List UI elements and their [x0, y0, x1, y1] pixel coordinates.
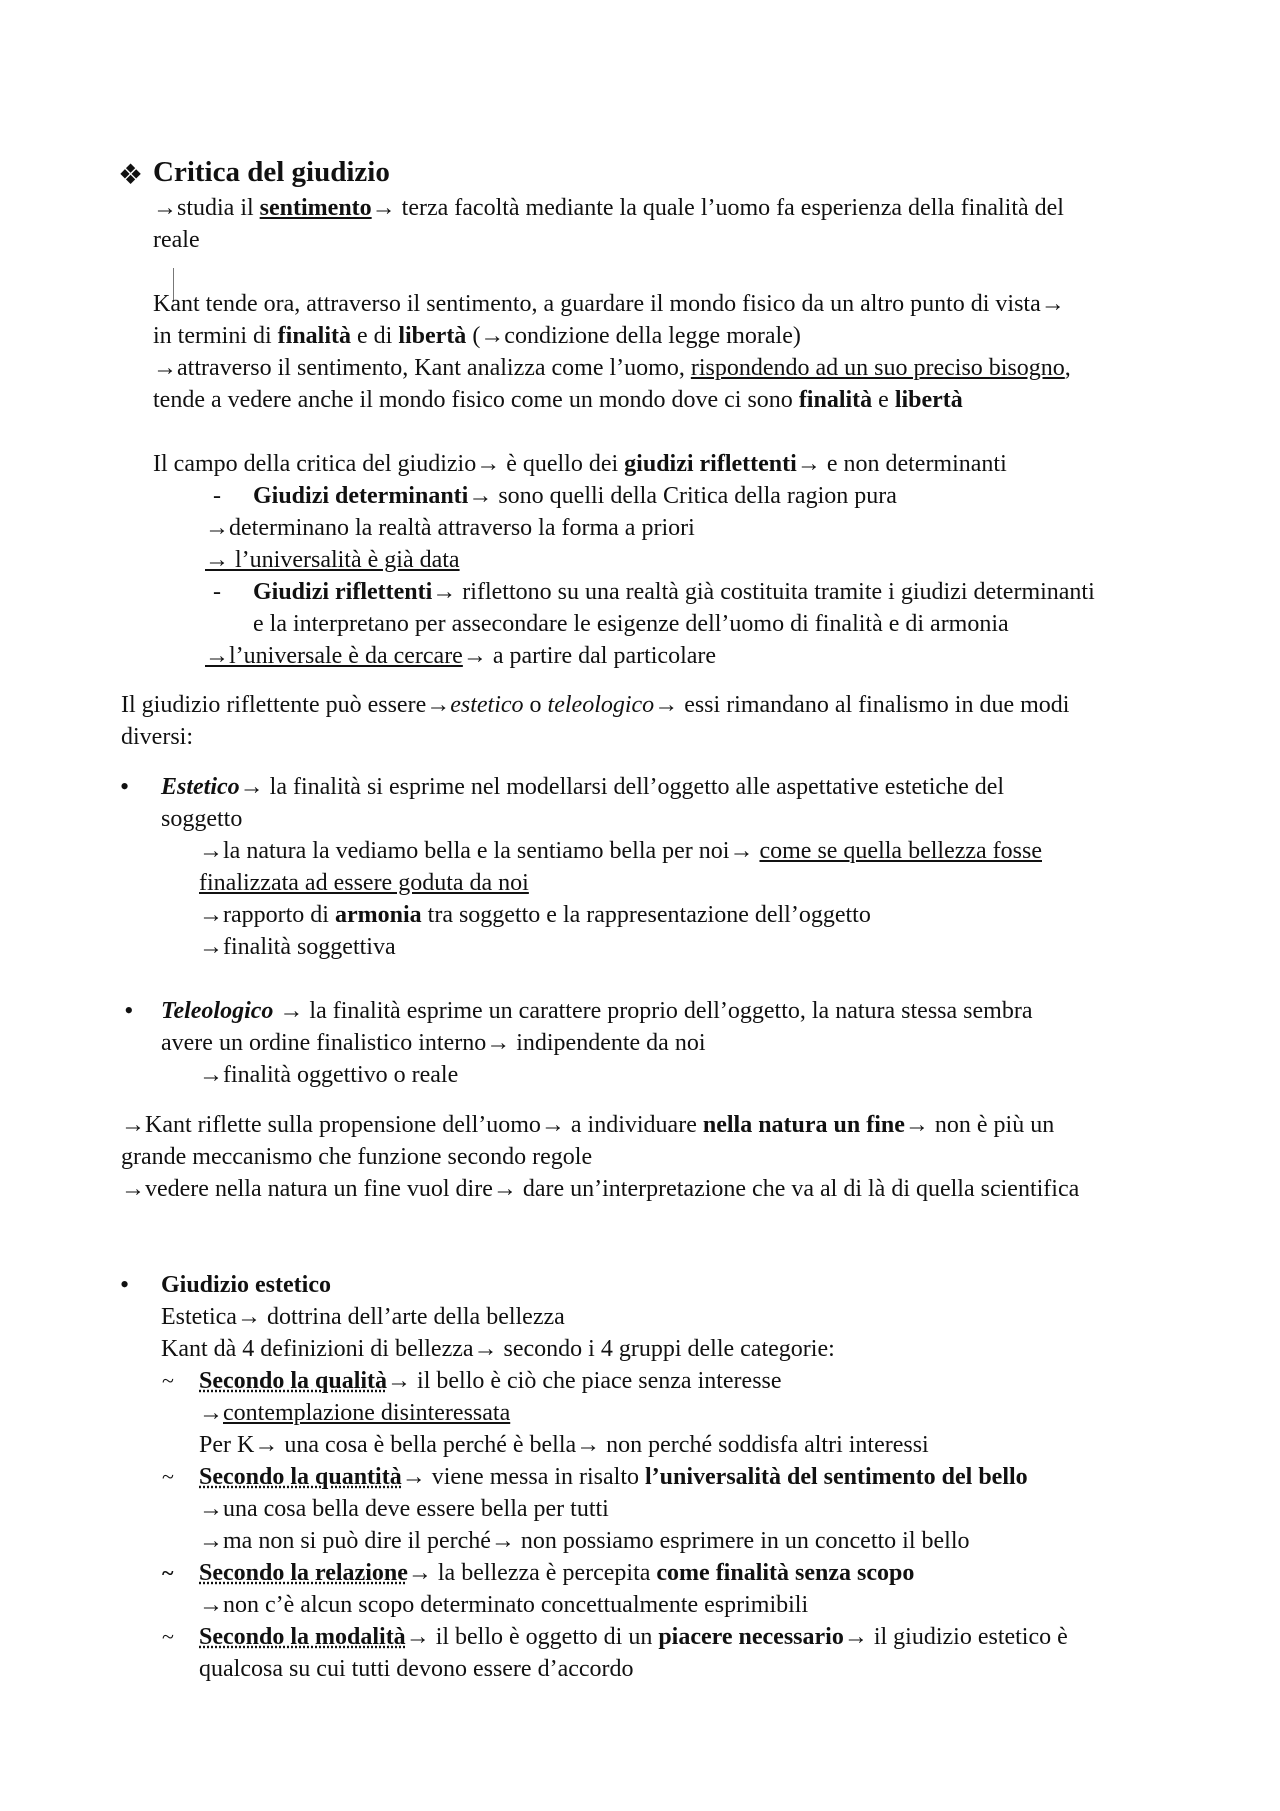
arrow-icon: →: [371, 195, 396, 221]
relazione-line-2: →non c’è alcun scopo determinato concettualmente esprimibili: [199, 1592, 809, 1618]
riflettenti-line-2: e la interpretano per assecondare le esigenze dell’uomo di finalità e di armonia: [253, 611, 1009, 637]
para1-line-2: in termini di finalità e di libertà (→condizione della legge morale): [153, 323, 801, 349]
para4-line-1: →Kant riflette sulla propensione dell’uomo→ a individuare nella natura un fine→ non è più un: [121, 1112, 1055, 1138]
teleologico-line-3: →finalità oggettivo o reale: [199, 1062, 459, 1088]
riflettenti-line-1: Giudizi riflettenti→ riflettono su una realtà già costituita tramite i giudizi determinanti: [253, 579, 1095, 605]
dash-bullet: -: [213, 483, 221, 509]
keyword-sentimento: sentimento: [259, 195, 372, 221]
estetico-line-4: finalizzata ad essere goduta da noi: [199, 870, 529, 896]
giudizio-estetico-title: Giudizio estetico: [161, 1272, 331, 1298]
para3-line-1: Il giudizio riflettente può essere→estetico o teleologico→ essi rimandano al finalismo in due modi: [121, 692, 1070, 718]
bullet-dot: •: [120, 1270, 130, 1299]
modalita-line-1: Secondo la modalità→ il bello è oggetto di un piacere necessario→ il giudizio estetico è: [199, 1624, 1068, 1650]
giudizio-estetico-line-2: Kant dà 4 definizioni di bellezza→ secondo i 4 gruppi delle categorie:: [161, 1336, 835, 1362]
quantita-line-1: Secondo la quantità→ viene messa in risalto l’universalità del sentimento del bello: [199, 1464, 1028, 1490]
estetico-line-2: soggetto: [161, 806, 243, 832]
arrow-icon: →: [153, 195, 177, 221]
estetico-line-6: →finalità soggettiva: [199, 934, 396, 960]
qualita-line-2: →contemplazione disinteressata: [199, 1400, 511, 1426]
para4-line-3: →vedere nella natura un fine vuol dire→ dare un’interpretazione che va al di là di quella scientifica: [121, 1176, 1080, 1202]
bullet-dot: •: [120, 772, 130, 801]
quantita-line-3: →ma non si può dire il perché→ non possiamo esprimere in un concetto il bello: [199, 1528, 970, 1554]
tilde-bullet: ~: [162, 1560, 174, 1585]
teleologico-line-1: Teleologico → la finalità esprime un carattere proprio dell’oggetto, la natura stessa sembra: [161, 998, 1033, 1024]
teleologico-line-2: avere un ordine finalistico interno→ indipendente da noi: [161, 1030, 706, 1056]
para1-line-3: →attraverso il sentimento, Kant analizza come l’uomo, rispondendo ad un suo preciso bisogno,: [153, 355, 1071, 381]
diamond-bullet-icon: ❖: [118, 160, 144, 191]
modalita-line-2: qualcosa su cui tutti devono essere d’accordo: [199, 1656, 634, 1682]
riflettenti-line-3: →l’universale è da cercare→ a partire dal particolare: [205, 643, 717, 669]
determinanti-line-2: →determinano la realtà attraverso la forma a priori: [205, 515, 695, 541]
para1-line-1: Kant tende ora, attraverso il sentimento, a guardare il mondo fisico da un altro punto di vista→: [153, 291, 1065, 317]
quantita-line-2: →una cosa bella deve essere bella per tutti: [199, 1496, 609, 1522]
giudizio-estetico-line-1: Estetica→ dottrina dell’arte della bellezza: [161, 1304, 565, 1330]
dash-bullet: -: [213, 579, 221, 605]
relazione-line-1: Secondo la relazione→ la bellezza è percepita come finalità senza scopo: [199, 1560, 915, 1586]
bullet-dot: •: [124, 996, 134, 1025]
intro-line-1: →studia il sentimento→ terza facoltà mediante la quale l’uomo fa esperienza della finalità del: [153, 195, 1064, 221]
estetico-line-5: →rapporto di armonia tra soggetto e la rappresentazione dell’oggetto: [199, 902, 871, 928]
para2-line-1: Il campo della critica del giudizio→ è quello dei giudizi riflettenti→ e non determinanti: [153, 451, 1007, 477]
para3-line-2: diversi:: [121, 724, 193, 750]
qualita-line-3: Per K→ una cosa è bella perché è bella→ non perché soddisfa altri interessi: [199, 1432, 929, 1458]
tilde-bullet: ~: [162, 1368, 174, 1393]
section-title: Critica del giudizio: [153, 156, 390, 188]
determinanti-line-3: → l’universalità è già data: [205, 547, 460, 573]
tilde-bullet: ~: [162, 1464, 174, 1489]
para4-line-2: grande meccanismo che funzione secondo regole: [121, 1144, 593, 1170]
estetico-line-3: →la natura la vediamo bella e la sentiamo bella per noi→ come se quella bellezza fosse: [199, 838, 1042, 864]
estetico-line-1: Estetico→ la finalità si esprime nel modellarsi dell’oggetto alle aspettative estetiche del: [161, 774, 1005, 800]
intro-line-2: reale: [153, 227, 200, 253]
para1-line-4: tende a vedere anche il mondo fisico come un mondo dove ci sono finalità e libertà: [153, 387, 963, 413]
qualita-line-1: Secondo la qualità→ il bello è ciò che piace senza interesse: [199, 1368, 782, 1394]
determinanti-line-1: Giudizi determinanti→ sono quelli della Critica della ragion pura: [253, 483, 897, 509]
tilde-bullet: ~: [162, 1624, 174, 1649]
